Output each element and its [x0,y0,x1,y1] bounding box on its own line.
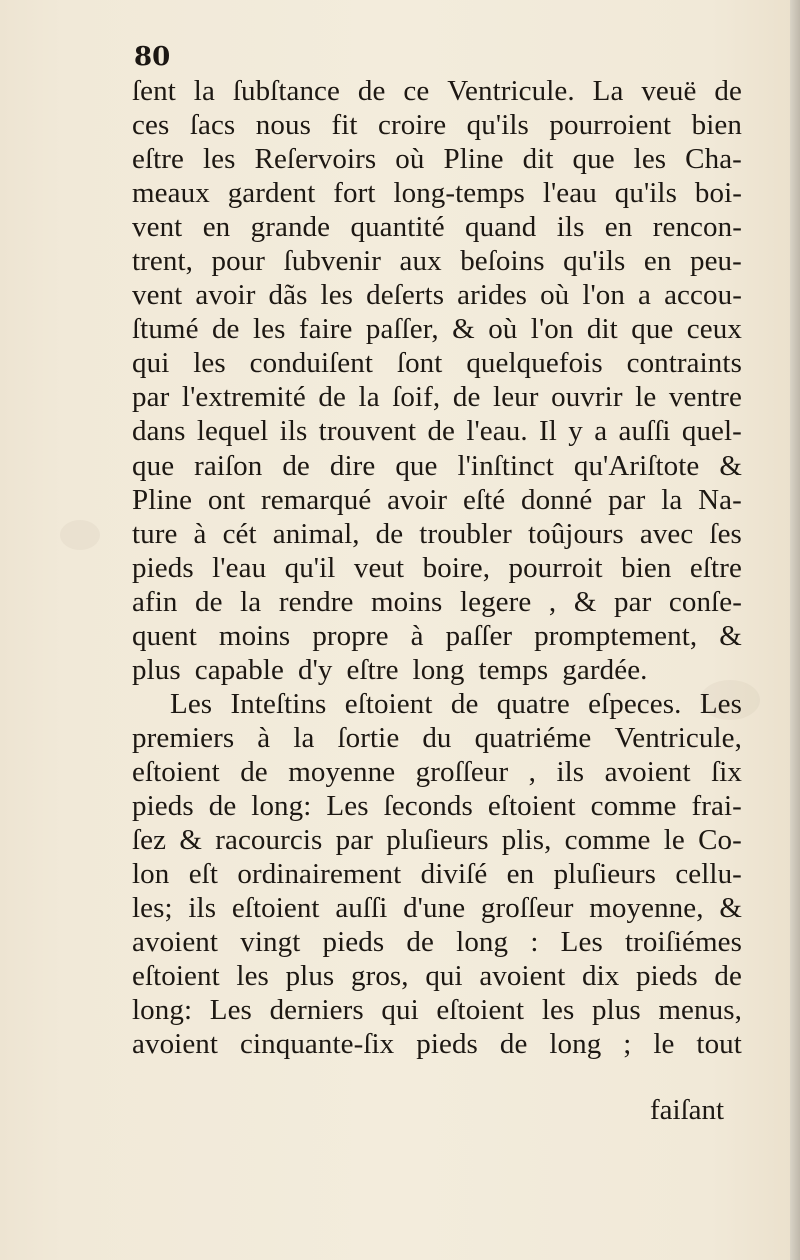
text-line: qui les conduiſent ſont quelquefois contraints [132,347,742,380]
text-line: avoient cinquante-ſix pieds de long ; le tout [132,1028,742,1061]
text-line: vent en grande quantité quand ils en rencon- [132,211,742,244]
text-line: quent moins propre à paſſer promptement, & [132,619,742,652]
text-line: pieds de long: Les ſeconds eſtoient comme frai- [132,789,742,822]
text-line: avoient vingt pieds de long : Les troiſiémes [132,926,742,959]
text-line: dans lequel ils trouvent de l'eau. Il y a auſſi quel- [132,415,742,448]
text-line: ſez & racourcis par pluſieurs plis, comme le Co- [132,824,742,857]
text-line: lon eſt ordinairement diviſé en pluſieurs cellu- [132,858,742,891]
text-line: eſtre les Reſervoirs où Pline dit que les Cha- [132,143,742,176]
text-line: meaux gardent fort long-temps l'eau qu'ils boi- [132,177,742,210]
page-edge [790,0,800,1260]
text-line: vent avoir dãs les deſerts arides où l'on a accou- [132,279,742,312]
page-number: 80 [134,42,171,72]
text-line: par l'extremité de la ſoif, de leur ouvrir le ventre [132,381,742,414]
text-line: que raiſon de dire que l'inſtinct qu'Ariſtote & [132,449,742,482]
paper-stain [60,520,100,550]
catchword: faiſant [650,1094,725,1126]
body-text [132,74,742,1061]
text-line: long: Les derniers qui eſtoient les plus menus, [132,994,742,1027]
text-line: trent, pour ſubvenir aux beſoins qu'ils en peu- [132,245,742,278]
text-line: plus capable d'y eſtre long temps gardée. [132,653,648,686]
text-line: pieds l'eau qu'il veut boire, pourroit bien eſtre [132,551,742,584]
text-line: ſtumé de les faire paſſer, & où l'on dit que ceux [132,313,742,346]
text-line: afin de la rendre moins legere , & par conſe- [132,585,742,618]
text-line: eſtoient de moyenne groſſeur , ils avoient ſix [132,755,742,788]
text-line: premiers à la ſortie du quatriéme Ventricule, [132,721,742,754]
text-line: Pline ont remarqué avoir eſté donné par la Na- [132,483,742,516]
text-line: les; ils eſtoient auſſi d'une groſſeur moyenne, & [132,892,742,925]
text-line: ſent la ſubſtance de ce Ventricule. La veuë de [132,75,742,107]
text-line: ture à cét animal, de troubler toûjours avec ſes [132,517,742,550]
text-line: ces ſacs nous fit croire qu'ils pourroient bien [132,109,742,142]
text-line: eſtoient les plus gros, qui avoient dix pieds de [132,960,742,993]
text-line: Les Inteſtins eſtoient de quatre eſpeces. Les [170,687,742,720]
